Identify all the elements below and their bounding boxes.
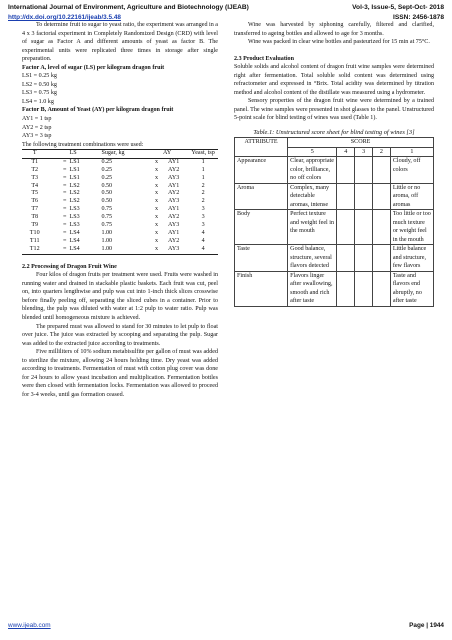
attribute-header: ATTRIBUTE — [235, 138, 288, 157]
table-row — [235, 210, 434, 245]
table-cell — [146, 167, 188, 175]
score-sheet-table — [234, 137, 434, 307]
paragraph: Wine was packed in clear wine bottles and pasteurized for 15 min at 75°C. — [248, 39, 430, 46]
paragraph: Five milliliters of 10% sodium metabisulfite per gallon of must was added to sterilize the mixture, allowing 24 hours holding time. Dry yeast was added according to treatments. Fermentation of must with cotton plug cover was done for 24 hours to allow yeast incubation and multiplication. Fermentation bottles were then closed with fermentation locks. Fermentation was allowed to proceed for 3-4 weeks, until gas formation ceased. — [22, 349, 218, 398]
table-cell-text: x — [154, 190, 158, 197]
table-cell: = — [63, 174, 67, 181]
table-cell — [146, 183, 188, 191]
table-cell: 0.50 — [101, 198, 113, 205]
table-cell: 2 — [201, 190, 205, 197]
table-cell: = — [63, 237, 67, 244]
volume-info: Vol-3, Issue-5, Sept-Oct- 2018 — [352, 4, 444, 11]
table-row — [22, 158, 218, 166]
paragraph: Soluble solids and alcohol content of dragon fruit wine samples were determined right after fermentation. Total soluble solid content was determined using refractometer and expressed in °Brix. Total acidity was determined by titration method and alcohol content of the distillate was measured using a hydrometer. — [234, 64, 434, 96]
table-cell-text: AY3 — [167, 174, 180, 181]
table-cell: LS2 — [69, 182, 80, 189]
empty-score-cell — [373, 271, 391, 306]
table-cell-text: x — [154, 214, 158, 221]
paragraph: The prepared must was allowed to stand for 30 minutes to let pulp to float over juice. The juice was extracted by scooping and separating the pulp. Sugar was added to the extracted juice according to treatments. — [22, 323, 218, 347]
table-cell: 2 — [201, 198, 205, 205]
table-cell: T4 — [31, 182, 39, 189]
table-header-row — [22, 150, 218, 159]
table-cell: 1 — [201, 158, 205, 165]
table-cell: LS3 — [69, 214, 80, 221]
section-heading: 2.2 Processing of Dragon Fruit Wine — [22, 263, 117, 270]
table-cell: LS3 — [69, 222, 80, 229]
table-cell: T3 — [31, 174, 39, 181]
table-row — [22, 190, 218, 198]
header-sugar: Sugar, kg — [101, 150, 145, 159]
table-cell-text: x — [154, 166, 158, 173]
attribute-cell: Taste — [235, 245, 288, 272]
table-header-row — [235, 138, 434, 148]
table-row — [22, 198, 218, 206]
table-cell: T8 — [31, 214, 39, 221]
table-cell: LS2 — [69, 190, 80, 197]
attribute-cell: Body — [235, 210, 288, 245]
page-number: Page | 1944 — [409, 622, 444, 629]
table-cell — [146, 222, 188, 230]
right-column — [234, 21, 434, 307]
table-cell: 0.75 — [101, 222, 113, 229]
table-row — [22, 238, 218, 246]
scale-4: 4 — [337, 147, 355, 157]
high-score-cell: Clear, appropriate color, brilliance, no off colors — [288, 157, 337, 184]
table-row — [22, 230, 218, 238]
table-cell — [146, 190, 188, 198]
scale-1: 1 — [390, 147, 433, 157]
high-score-cell: Complex, many detectable aromas, intense — [288, 183, 337, 210]
table-cell: 4 — [188, 246, 218, 254]
table-row — [22, 246, 218, 254]
table-cell: LS3 — [69, 206, 80, 213]
table-cell: 0.25 — [101, 166, 113, 173]
left-column — [22, 21, 218, 399]
table-row — [235, 245, 434, 272]
table-cell-text: AY1 — [167, 206, 180, 213]
empty-score-cell — [355, 183, 373, 210]
table-row — [22, 206, 218, 214]
empty-score-cell — [337, 210, 355, 245]
attribute-cell: Appearance — [235, 157, 288, 184]
high-score-cell: Flavors linger after swallowing, smooth and rich after taste — [288, 271, 337, 306]
table-cell: T1 — [31, 158, 39, 165]
table-row — [235, 157, 434, 184]
table-cell-text: AY3 — [167, 198, 180, 205]
treatment-table-body — [22, 158, 218, 254]
table-cell — [146, 206, 188, 214]
table-cell: 0.75 — [101, 214, 113, 221]
table-cell: 0.50 — [101, 190, 113, 197]
table-cell-text: x — [154, 206, 158, 213]
low-score-cell: Taste and flavors end abruptly, no after taste — [390, 271, 433, 306]
table-cell: 4 — [201, 229, 205, 236]
empty-score-cell — [355, 157, 373, 184]
low-score-cell: Too little or too much texture or weight feel in the mouth — [390, 210, 433, 245]
factor-a-heading: Factor A, level of sugar (LS) per kilogram dragon fruit — [22, 64, 165, 71]
table-cell: T11 — [29, 237, 40, 244]
empty-score-cell — [355, 210, 373, 245]
scale-5: 5 — [288, 147, 337, 157]
table-cell-text: x — [154, 158, 158, 165]
table-cell: T7 — [31, 206, 39, 213]
low-score-cell: Cloudy, off colors — [390, 157, 433, 184]
table-cell — [146, 175, 188, 183]
table-cell: T10 — [29, 229, 40, 236]
table-cell: LS4 — [66, 246, 101, 254]
table-cell-text: AY2 — [167, 214, 180, 221]
list-item: LS2 = 0.50 kg — [22, 81, 57, 88]
header-spacer — [47, 150, 66, 159]
table-cell: = — [63, 182, 67, 189]
empty-score-cell — [355, 245, 373, 272]
table-cell: LS4 — [69, 229, 80, 236]
table-cell: = — [63, 158, 67, 165]
list-item: AY3 = 3 tsp — [22, 133, 52, 140]
table-cell-text: AY3 — [167, 245, 180, 252]
table-row — [22, 175, 218, 183]
header-yeast: Yeast, tsp — [188, 150, 218, 159]
table-cell-text: AY1 — [167, 158, 180, 165]
table-cell-text: x — [154, 198, 158, 205]
table-cell: = — [47, 246, 66, 254]
attribute-cell: Finish — [235, 271, 288, 306]
attribute-cell: Aroma — [235, 183, 288, 210]
empty-score-cell — [337, 157, 355, 184]
table-cell-text: x — [154, 237, 158, 244]
table-cell-text: AY2 — [167, 166, 180, 173]
table-cell-text: AY1 — [167, 229, 180, 236]
table-cell — [146, 246, 188, 254]
empty-score-cell — [355, 271, 373, 306]
table-cell: LS4 — [69, 237, 80, 244]
paragraph: To determine fruit to sugar to yeast ratio, the experiment was arranged in a 4 x 3 factorial experiment in Completely Randomized Design (CRD) with level of sugar as Factor A and different amounts of yeast as factor B. The experimental units were replicated three times in storage after single preparation. — [22, 22, 218, 63]
factor-b-heading: Factor B, Amount of Yeast (AY) per kilogram dragon fruit — [22, 107, 174, 114]
empty-score-cell — [337, 271, 355, 306]
table-cell: 3 — [201, 206, 205, 213]
high-score-cell: Good balance, structure, several flavors detected — [288, 245, 337, 272]
table-cell-text: x — [154, 222, 158, 229]
empty-score-cell — [373, 210, 391, 245]
combo-intro: The following treatment combinations were used: — [22, 141, 144, 148]
table-cell: LS1 — [69, 166, 80, 173]
table-cell: 1 — [201, 174, 205, 181]
table-cell: 1.00 — [101, 246, 145, 254]
section-heading: 2.3 Product Evaluation — [234, 55, 294, 62]
header-t: T — [22, 150, 47, 159]
table-cell: T9 — [31, 222, 39, 229]
table-cell: 0.75 — [101, 206, 113, 213]
table-cell: LS1 — [69, 174, 80, 181]
table-cell-text: AY1 — [167, 182, 180, 189]
table-row — [22, 183, 218, 191]
table-cell: T5 — [31, 190, 39, 197]
table-cell: = — [63, 222, 67, 229]
table-cell: 2 — [201, 182, 205, 189]
table-cell-text: AY2 — [167, 237, 180, 244]
table-cell: 1.00 — [101, 229, 113, 236]
table-cell: T6 — [31, 198, 39, 205]
table-cell-text: x — [154, 245, 158, 252]
table-cell: = — [63, 190, 67, 197]
footer-site-link[interactable]: www.ijeab.com — [8, 622, 51, 629]
table-cell: LS2 — [69, 198, 80, 205]
score-header: SCORE — [288, 138, 434, 148]
table-cell-text: AY3 — [167, 222, 180, 229]
scale-3: 3 — [355, 147, 373, 157]
table-cell: 3 — [201, 214, 205, 221]
table-cell: T12 — [22, 246, 47, 254]
empty-score-cell — [373, 245, 391, 272]
table-cell: 3 — [201, 222, 205, 229]
empty-score-cell — [373, 183, 391, 210]
table-cell: 0.25 — [101, 174, 113, 181]
empty-score-cell — [373, 157, 391, 184]
low-score-cell: Little balance and structure, few flavors — [390, 245, 433, 272]
empty-score-cell — [337, 183, 355, 210]
table-row — [235, 183, 434, 210]
table-cell: 1.00 — [101, 237, 113, 244]
table-cell — [146, 198, 188, 206]
treatment-table — [22, 149, 218, 254]
header-ay: AY — [146, 150, 188, 159]
doi-link[interactable]: http://dx.doi.org/10.22161/ijeab/3.5.48 — [8, 14, 121, 21]
low-score-cell: Little or no aroma, off aromas — [390, 183, 433, 210]
journal-title: International Journal of Environment, Agriculture and Biotechnology (IJEAB) — [8, 4, 249, 11]
table-cell — [146, 230, 188, 238]
header-ls: LS — [66, 150, 101, 159]
table-cell: = — [63, 206, 67, 213]
table-cell: 0.25 — [101, 158, 113, 165]
table-cell-text: x — [154, 182, 158, 189]
paragraph: Four kilos of dragon fruits per treatment were used. Fruits were washed in running water and drained in stackable plastic baskets. Each fruit was cut, peel on, into quarters lengthwise and pulp was cut into 1-inch thick slices crosswise before finally peeling off, separating the sliced cubes in a container. Prior to blending, the pulp was diluted with water at 1:2 pulp to water ratio. Pulp was blended until homogeneous mixture is achieved. — [22, 272, 218, 321]
table-cell-text: x — [154, 174, 158, 181]
paragraph: Wine was harvested by siphoning carefully, filtered and clarified, transferred to ageing bottles and allowed to age for 3 months. — [234, 22, 434, 37]
table-cell: 1 — [201, 166, 205, 173]
table-cell — [146, 214, 188, 222]
table-cell — [146, 158, 188, 166]
table-row — [22, 167, 218, 175]
high-score-cell: Perfect texture and weight feel in the mouth — [288, 210, 337, 245]
list-item: AY2 = 2 tsp — [22, 124, 52, 131]
list-item: LS3 = 0.75 kg — [22, 90, 57, 97]
table-row — [22, 214, 218, 222]
issn: ISSN: 2456-1878 — [393, 14, 444, 21]
table-cell: = — [63, 229, 67, 236]
empty-score-cell — [337, 245, 355, 272]
table-cell: 0.50 — [101, 182, 113, 189]
table-cell: 4 — [201, 237, 205, 244]
score-table-body — [235, 157, 434, 307]
table-caption: Table.1: Unstructured score sheet for blind testing of wines [3] — [253, 129, 415, 137]
table-cell: LS1 — [69, 158, 80, 165]
paragraph: Sensory properties of the dragon fruit wine were determined by a trained panel. The wine samples were presented in shot glasses to the panel. Unstructured 5-point scale for blind testing of wines was used (Table 1). — [234, 98, 434, 122]
list-item: LS4 = 1.0 kg — [22, 98, 54, 105]
table-cell: = — [63, 198, 67, 205]
table-row — [22, 222, 218, 230]
list-item: LS1 = 0.25 kg — [22, 73, 57, 80]
table-cell — [146, 238, 188, 246]
table-cell: = — [63, 166, 67, 173]
table-row — [235, 271, 434, 306]
list-item: AY1 = 1 tsp — [22, 116, 52, 123]
table-cell-text: x — [154, 229, 158, 236]
table-cell: T2 — [31, 166, 39, 173]
table-cell: = — [63, 214, 67, 221]
scale-2: 2 — [373, 147, 391, 157]
table-cell-text: AY2 — [167, 190, 180, 197]
